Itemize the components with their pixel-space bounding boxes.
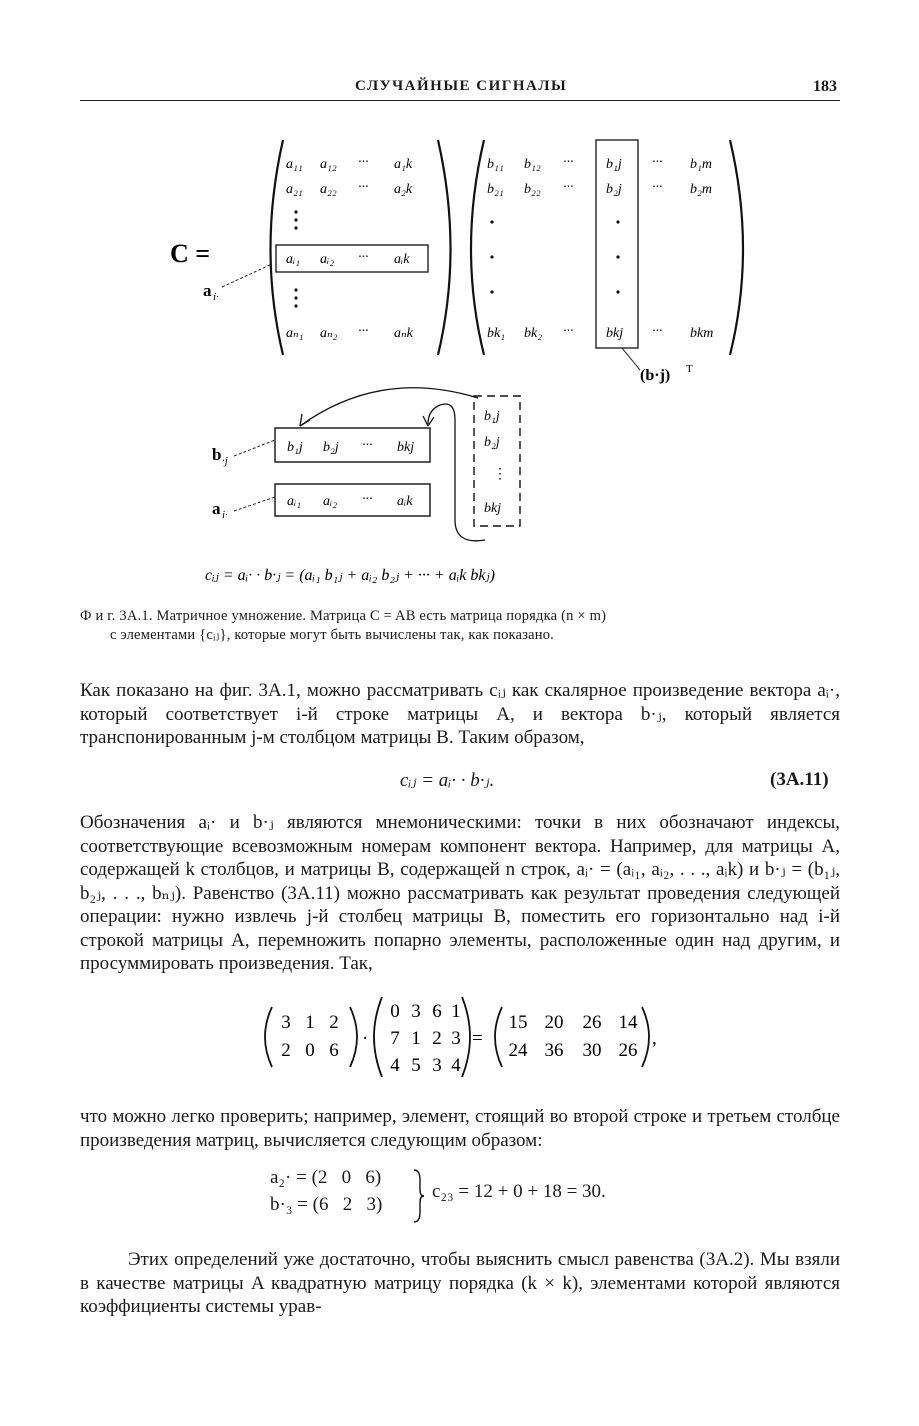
row-b-kj: bkj [397, 440, 415, 455]
svg-text:,: , [652, 1028, 657, 1049]
svg-text:=: = [472, 1028, 483, 1049]
a-n2: aₙ₂ [320, 326, 338, 341]
a-dots-n: ··· [358, 324, 369, 339]
ex-c-24: 26 [618, 1040, 638, 1061]
a-22: a₂₂ [320, 182, 337, 197]
a-i-label-lower: a [212, 499, 221, 518]
example2-result: c₂₃ = 12 + 0 + 18 = 30. [432, 1181, 606, 1202]
ex-c-14: 14 [618, 1012, 638, 1033]
ex-b-22: 1 [411, 1028, 421, 1049]
ex-c-23: 30 [582, 1040, 602, 1061]
b-km: bkm [690, 326, 714, 341]
ex-a-11: 3 [281, 1012, 291, 1033]
ex-b-32: 5 [411, 1055, 421, 1076]
dash-b-dots: ⋮ [493, 467, 507, 482]
ex-c-13: 26 [582, 1012, 602, 1033]
svg-text:·: · [362, 1028, 369, 1049]
matrix-a-left-paren [271, 140, 284, 355]
figure-formula: cᵢⱼ = aᵢ· · b·ⱼ = (aᵢ₁ b₁ⱼ + aᵢ₂ b₂ⱼ + ··· + aᵢk bkⱼ) [205, 567, 495, 584]
dash-b-2j: b₂j [484, 435, 500, 450]
a-i-pointer-line [222, 264, 272, 287]
row-a-i1: aᵢ₁ [287, 494, 302, 509]
ex-c-22: 36 [544, 1040, 564, 1061]
a-21: a₂₁ [286, 182, 303, 197]
a-i2: aᵢ₂ [320, 252, 335, 267]
b-j-label-sub: ·j [222, 455, 228, 467]
paragraph-2: Обозначения aᵢ· и b·ⱼ являются мнемоническими: точки в них обозначают индексы, соответствующие всевозможным номерам компонент вектора. Например, для матрицы A, содержащей k столбцов, и матрицы B, содержащей n строк, aᵢ· = (aᵢ₁, aᵢ₂, . . ., aᵢk) и b·ⱼ = (b₁ⱼ, b₂ⱼ, . . ., bₙⱼ). Равенство (3А.11) можно рассматривать как результат проведения следующей операции: нужно извлечь j-й столбец матрицы B, поместить его горизонтально над i-й строкой матрицы A, перемножить попарно элементы, расположенные один над другим, и просуммировать произведения. Так, [80, 812, 840, 974]
a-nk: aₙk [394, 326, 413, 341]
b-j-label: b [212, 445, 222, 464]
b-k2: bk₂ [524, 326, 543, 341]
row-b-1j: b₁j [287, 440, 303, 455]
ex-a-12: 1 [305, 1012, 315, 1033]
a-2k: a₂k [394, 182, 413, 197]
b-1j: b₁j [606, 157, 622, 172]
header-rule [80, 100, 840, 101]
dash-b-kj: bkj [484, 501, 502, 516]
ex-b-14: 1 [451, 1001, 461, 1022]
b-dots-kb: ··· [652, 324, 663, 339]
a-dots-i: ··· [358, 250, 369, 265]
a-i-label-sub: i· [213, 291, 219, 303]
b-j-pointer-line [234, 440, 275, 456]
a-n1: aₙ₁ [286, 326, 304, 341]
a-dots-1: ··· [358, 155, 369, 170]
a-i-lower-pointer-line [234, 497, 275, 511]
ex-b-34: 4 [451, 1055, 461, 1076]
ex-b-13: 6 [432, 1001, 442, 1022]
figure-caption-line2: с элементами {cᵢⱼ}, которые могут быть вычислены так, как показано. [110, 627, 554, 643]
a-11: a₁₁ [286, 157, 303, 172]
equation-3a11: cᵢⱼ = aᵢ· · b·ⱼ. [400, 770, 495, 791]
ex-b-23: 2 [432, 1028, 442, 1049]
a-1k: a₁k [394, 157, 413, 172]
ex-b-24: 3 [451, 1028, 461, 1049]
a-i-label-lower-sub: i· [222, 509, 228, 521]
b-2m: b₂m [690, 182, 712, 197]
matrix-multiplication-figure [0, 120, 919, 600]
a-12: a₁₂ [320, 157, 337, 172]
matrix-b-left-paren [471, 140, 484, 355]
ex-b-12: 3 [411, 1001, 421, 1022]
equation-3a11-label: (3А.11) [770, 769, 829, 790]
b-2j: b₂j [606, 182, 622, 197]
b-22: b₂₂ [524, 182, 541, 197]
running-header: СЛУЧАЙНЫЕ СИГНАЛЫ [355, 78, 568, 94]
ex-c-21: 24 [508, 1040, 528, 1061]
ex-a-23: 6 [329, 1040, 339, 1061]
ex-b-21: 7 [390, 1028, 400, 1049]
b-dots-1b: ··· [652, 155, 663, 170]
row-b-2j: b₂j [323, 440, 339, 455]
example2-line2: b·₃ = (6 2 3) [270, 1194, 383, 1215]
matrix-example [250, 995, 670, 1080]
page-number: 183 [813, 78, 837, 95]
a-i1: aᵢ₁ [286, 252, 301, 267]
a-ik: aᵢk [394, 252, 410, 267]
b-11: b₁₁ [487, 157, 504, 172]
b-1m: b₁m [690, 157, 712, 172]
ex-a-22: 0 [305, 1040, 315, 1061]
b-dots-2: ··· [563, 180, 574, 195]
ex-a-21: 2 [281, 1040, 291, 1061]
bT-pointer-line [622, 348, 640, 370]
matrix-b-right-paren [730, 140, 743, 355]
b-k1: bk₁ [487, 326, 506, 341]
row-a-dots: ··· [362, 492, 373, 507]
a-dots-2: ··· [358, 180, 369, 195]
row-b-dots: ··· [362, 438, 373, 453]
ex-c-12: 20 [544, 1012, 564, 1033]
a-i-label: a [203, 281, 212, 300]
b-kj: bkj [606, 326, 624, 341]
b-dots-k: ··· [563, 324, 574, 339]
bT-label: (b·j) [640, 367, 671, 384]
b-dots-2b: ··· [652, 180, 663, 195]
example2-line1: a₂· = (2 0 6) [270, 1167, 382, 1188]
example2-brace [412, 1168, 426, 1224]
ex-b-33: 3 [432, 1055, 442, 1076]
row-a-i2: aᵢ₂ [323, 494, 338, 509]
figure-caption-line1: Ф и г. 3А.1. Матричное умножение. Матрица C = AB есть матрица порядка (n × m) [80, 608, 607, 624]
row-a-ik: aᵢk [397, 494, 413, 509]
ex-a-13: 2 [329, 1012, 339, 1033]
ex-c-11: 15 [508, 1012, 528, 1033]
paragraph-3: что можно легко проверить; например, элемент, стоящий во второй строке и третьем столбце произведения матриц, вычисляется следующим образом: [80, 1106, 840, 1151]
paragraph-4: Этих определений уже достаточно, чтобы выяснить смысл равенства (3А.2). Мы взяли в качестве матрицы A квадратную матрицу порядка (k × k), элементами которой являются коэффициенты системы урав- [80, 1249, 840, 1317]
ex-b-31: 4 [390, 1055, 400, 1076]
b-12: b₁₂ [524, 157, 541, 172]
paragraph-1: Как показано на фиг. 3А.1, можно рассматривать cᵢⱼ как скалярное произведение вектора aᵢ·, который соответствует i-й строке матрицы A, и вектора b·ⱼ, который является транспонированным j-м столбцом матрицы B. Таким образом, [80, 680, 840, 748]
b-21: b₂₁ [487, 182, 504, 197]
dash-b-1j: b₁j [484, 409, 500, 424]
ex-b-11: 0 [390, 1001, 400, 1022]
c-equals-label: C = [170, 239, 211, 268]
bT-label-sup: T [686, 363, 693, 375]
b-dots-1: ··· [563, 155, 574, 170]
matrix-a-right-paren [438, 140, 451, 355]
hook-arrow-path [428, 404, 485, 541]
